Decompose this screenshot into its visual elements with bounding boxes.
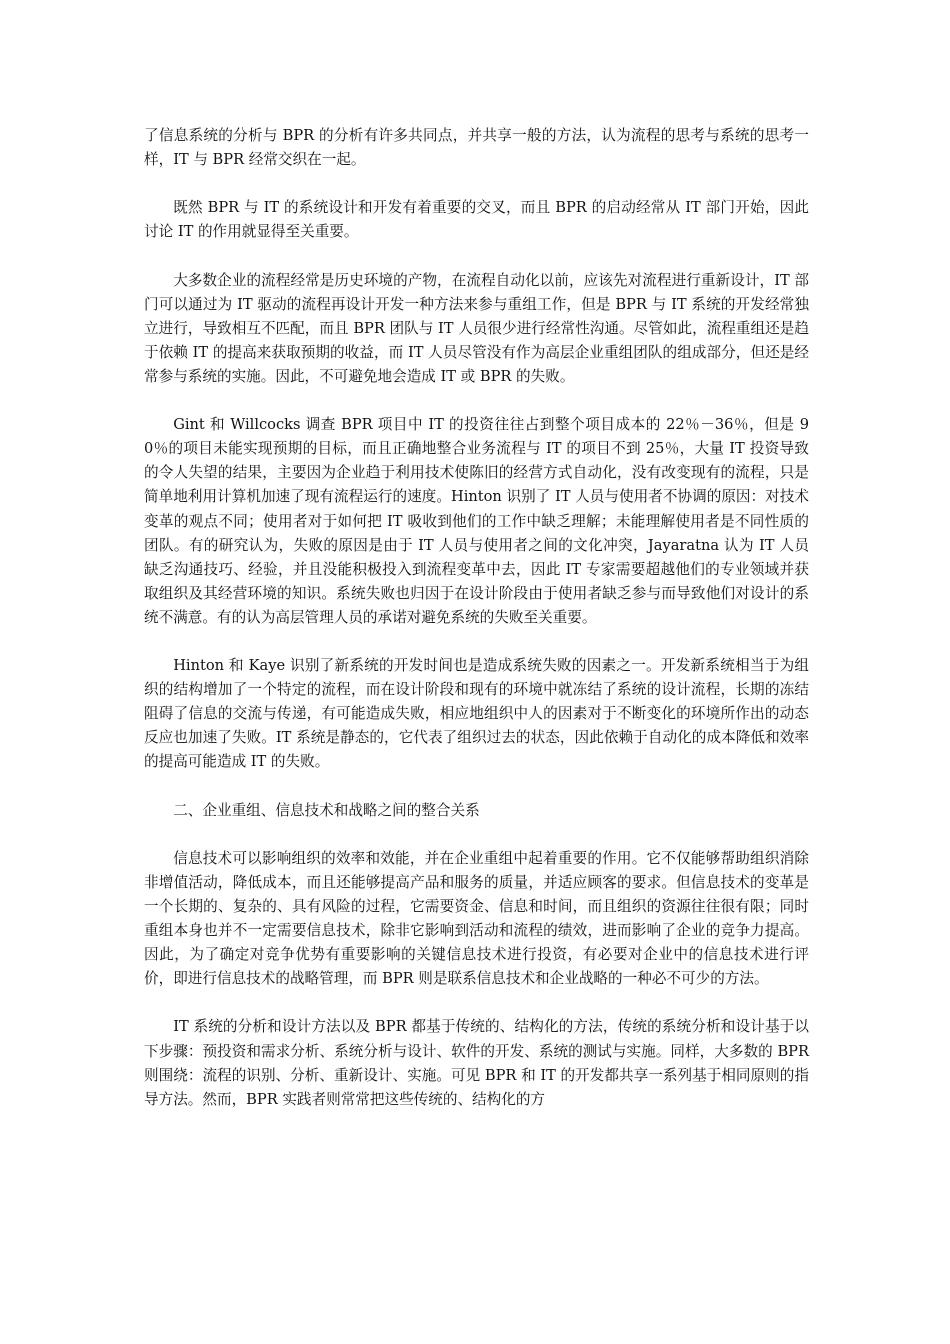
paragraph-it-analysis-methods: IT 系统的分析和设计方法以及 BPR 都基于传统的、结构化的方法，传统的系统分析和设计基于以下步骤：预投资和需求分析、系统分析与设计、软件的开发、系统的测试与实施。同样，大多数的 BPR 则围绕：流程的识别、分析、重新设计、实施。可见 BPR 和 IT 的开发都共享一系列基于相同原则的指导方法。然而，BPR 实践者则常常把这些传统的、结构化的方	[144, 1018, 809, 1108]
paragraph-gint-willcocks: Gint 和 Willcocks 调查 BPR 项目中 IT 的投资往往占到整个项目成本的 22％－36％，但是 90％的项目未能实现预期的目标，而且正确地整合业务流程与 IT 的项目不到 25％，大量 IT 投资导致的令人失望的结果，主要因为企业趋于利用技术使陈旧的经营方式自动化，没有改变现有的流程，只是简单地利用计算机加速了现有流程运行的速度。Hinton 识别了 IT 人员与使用者不协调的原因：对技术变革的观点不同；使用者对于如何把 IT 吸收到他们的工作中缺乏理解；未能理解使用者是不同性质的团队。有的研究认为，失败的原因是由于 IT 人员与使用者之间的文化冲突，Jayaratna 认为 IT 人员缺乏沟通技巧、经验，并且没能积极投入到流程变革中去，因此 IT 专家需要超越他们的专业领域并获取组织及其经营环境的知识。系统失败也归因于在设计阶段由于使用者缺乏参与而导致他们对设计的系统不满意。有的认为高层管理人员的承诺对避免系统的失败至关重要。	[144, 416, 809, 626]
section-heading: 二、企业重组、信息技术和战略之间的整合关系	[173, 801, 480, 819]
paragraph-hinton-kaye: Hinton 和 Kaye 识别了新系统的开发时间也是造成系统失败的因素之一。开发新系统相当于为组织的结构增加了一个特定的流程，而在设计阶段和现有的环境中就冻结了系统的设计流程，长期的冻结阻碍了信息的交流与传递，有可能造成失败，相应地组织中人的因素对于不断变化的环境所作出的动态反应也加速了失败。IT 系统是静态的，它代表了组织过去的状态，因此依赖于自动化的成本降低和效率的提高可能造成 IT 的失败。	[144, 657, 809, 771]
paragraph-it-influence: 信息技术可以影响组织的效率和效能，并在企业重组中起着重要的作用。它不仅能够帮助组织消除非增值活动，降低成本，而且还能够提高产品和服务的质量，并适应顾客的要求。但信息技术的变革是一个长期的、复杂的、具有风险的过程，它需要资金、信息和时间，而且组织的资源往往很有限；同时重组本身也并不一定需要信息技术，除非它影响到活动和流程的绩效，进而影响了企业的竞争力提高。因此，为了确定对竞争优势有重要影响的关键信息技术进行投资，有必要对企业中的信息技术进行评价，即进行信息技术的战略管理，而 BPR 则是联系信息技术和企业战略的一种必不可少的方法。	[144, 849, 809, 988]
document-body	[144, 124, 809, 1136]
paragraph-process-history: 大多数企业的流程经常是历史环境的产物，在流程自动化以前，应该先对流程进行重新设计，IT 部门可以通过为 IT 驱动的流程再设计开发一种方法来参与重组工作，但是 BPR 与 IT 系统的开发经常独立进行，导致相互不匹配，而且 BPR 团队与 IT 人员很少进行经常性沟通。尽管如此，流程重组还是趋于依赖 IT 的提高来获取预期的收益，而 IT 人员尽管没有作为高层企业重组团队的组成部分，但还是经常参与系统的实施。因此，不可避免地会造成 IT 或 BPR 的失败。	[144, 271, 809, 385]
paragraph-bpr-it-intersection: 既然 BPR 与 IT 的系统设计和开发有着重要的交叉，而且 BPR 的启动经常从 IT 部门开始，因此讨论 IT 的作用就显得至关重要。	[144, 199, 809, 241]
paragraph-continuation: 了信息系统的分析与 BPR 的分析有许多共同点，并共享一般的方法，认为流程的思考与系统的思考一样，IT 与 BPR 经常交织在一起。	[144, 127, 809, 169]
